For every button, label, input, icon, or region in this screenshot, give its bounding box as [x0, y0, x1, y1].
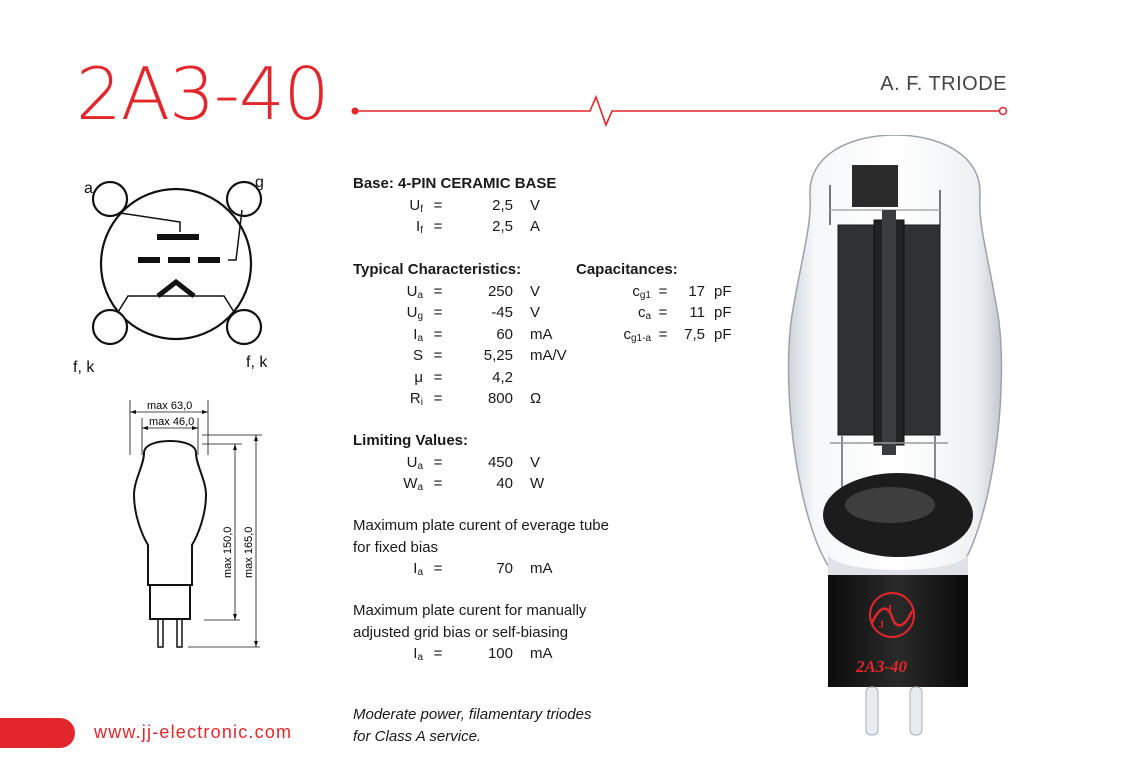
fixed-bias-text-2: for fixed bias	[353, 538, 439, 556]
pin-label-g: g	[255, 174, 264, 191]
spec-row	[353, 302, 590, 324]
spec-symbol: $R_i$	[409, 390, 423, 408]
spec-row	[353, 452, 590, 474]
dim-max-46: max 46,0	[149, 416, 195, 428]
spec-unit: A	[530, 218, 541, 235]
page-title: 2A3-40	[76, 52, 329, 136]
spec-val: 40	[496, 475, 513, 492]
fixed-bias-section	[353, 515, 683, 580]
spec-unit: V	[530, 304, 541, 321]
spec-val: 2,5	[492, 218, 513, 235]
spec-row	[353, 643, 683, 665]
footer-note-line-2: for Class A service.	[353, 727, 482, 745]
spec-row	[353, 216, 590, 238]
spec-unit: V	[530, 453, 541, 471]
spec-unit: mA	[530, 325, 553, 343]
self-bias-text-1: Maximum plate curent for manually	[353, 602, 587, 619]
spec-symbol: μ	[414, 368, 423, 386]
spec-symbol: $U_g$	[406, 304, 423, 322]
spec-row	[353, 281, 590, 303]
spec-eq: =	[433, 390, 443, 407]
spec-row	[353, 473, 590, 495]
header-pulse-line	[350, 95, 1010, 127]
spec-row	[353, 345, 590, 367]
spec-unit: mA	[530, 645, 553, 662]
self-bias-text-2: adjusted grid bias or self-biasing	[353, 623, 569, 641]
pin-diagram	[70, 170, 300, 380]
spec-unit: V	[530, 282, 541, 300]
limiting-heading: Limiting Values:	[353, 432, 469, 449]
spec-val: 17	[688, 282, 705, 300]
spec-val: 7,5	[684, 325, 705, 343]
spec-symbol: $I_a$	[413, 645, 423, 663]
spec-row	[353, 388, 590, 410]
spec-val: 450	[487, 453, 513, 471]
spec-val: -45	[491, 304, 513, 321]
spec-symbol: $U_a$	[406, 282, 423, 301]
footer-red-bar	[0, 718, 75, 748]
dimension-drawing	[120, 395, 280, 660]
spec-row	[353, 324, 590, 346]
spec-eq: =	[433, 325, 443, 343]
spec-val: 11	[689, 304, 705, 321]
limiting-section	[353, 430, 590, 495]
spec-val: 250	[487, 282, 513, 300]
dim-max-63: max 63,0	[147, 400, 193, 412]
spec-val: 5,25	[483, 347, 513, 364]
spec-val: 60	[496, 325, 513, 343]
spec-symbol: $I_a$	[413, 560, 423, 578]
spec-val: 100	[487, 645, 513, 662]
svg-text:J: J	[887, 604, 892, 615]
spec-eq: =	[433, 196, 443, 214]
spec-row	[353, 558, 683, 580]
dim-max-150: max 150,0	[222, 526, 234, 578]
spec-eq: =	[433, 475, 443, 492]
spec-symbol: S	[412, 347, 423, 364]
svg-text:J: J	[879, 620, 884, 631]
capacitances-heading: Capacitances:	[576, 261, 678, 278]
spec-eq: =	[658, 325, 668, 343]
footer-note	[353, 704, 591, 747]
spec-val: 2,5	[492, 196, 513, 214]
spec-unit: W	[530, 475, 545, 492]
spec-symbol: $I_a$	[413, 325, 423, 344]
spec-unit: pF	[714, 282, 732, 300]
spec-eq: =	[433, 645, 443, 662]
self-bias-section	[353, 600, 683, 665]
spec-row	[576, 281, 744, 303]
pin-label-fk-left: f, k	[73, 359, 95, 376]
spec-symbol: $c_{g1-a}$	[623, 325, 651, 344]
spec-eq: =	[433, 560, 443, 577]
base-heading: Base: 4-PIN CERAMIC BASE	[353, 175, 557, 192]
spec-eq: =	[433, 368, 443, 386]
tube-base-label: 2A3-40	[856, 657, 907, 676]
spec-eq: =	[658, 282, 668, 300]
spec-row	[353, 367, 590, 389]
website-link[interactable]: www.jj-electronic.com	[94, 722, 293, 742]
spec-unit	[513, 367, 590, 389]
spec-unit: V	[530, 196, 541, 214]
pin-label-a: a	[84, 180, 93, 197]
fixed-bias-text-1: Maximum plate curent of everage tube	[353, 517, 609, 534]
spec-eq: =	[433, 304, 443, 321]
spec-symbol: $c_a$	[637, 304, 651, 322]
spec-val: 800	[487, 390, 513, 407]
spec-eq: =	[433, 453, 443, 471]
spec-unit: pF	[714, 325, 732, 343]
capacitances-section	[576, 259, 744, 345]
typical-section	[353, 259, 590, 410]
pin-label-fk-right: f, k	[246, 354, 268, 371]
spec-symbol: $U_a$	[406, 453, 423, 472]
base-section	[353, 173, 590, 238]
tube-photo	[770, 135, 1020, 745]
spec-eq: =	[433, 347, 443, 364]
footer-note-line-1: Moderate power, filamentary triodes	[353, 706, 592, 723]
spec-row	[576, 324, 744, 346]
spec-eq: =	[433, 282, 443, 300]
spec-unit: mA/V	[530, 347, 567, 364]
spec-eq: =	[658, 304, 668, 321]
spec-row	[576, 302, 744, 324]
spec-row	[353, 195, 590, 217]
spec-val: 70	[496, 560, 513, 577]
subtitle: A. F. TRIODE	[880, 73, 1007, 95]
spec-symbol: $I_f$	[416, 218, 423, 236]
spec-unit: Ω	[530, 390, 542, 407]
spec-symbol: $c_{g1}$	[632, 282, 651, 301]
spec-val: 4,2	[492, 368, 513, 386]
spec-symbol: $U_f$	[409, 196, 423, 215]
typical-heading: Typical Characteristics:	[353, 261, 522, 278]
spec-unit: pF	[714, 304, 732, 321]
spec-eq: =	[433, 218, 443, 235]
spec-symbol: $W_a$	[403, 475, 423, 493]
dim-max-165: max 165,0	[243, 526, 255, 578]
spec-unit: mA	[530, 560, 553, 577]
